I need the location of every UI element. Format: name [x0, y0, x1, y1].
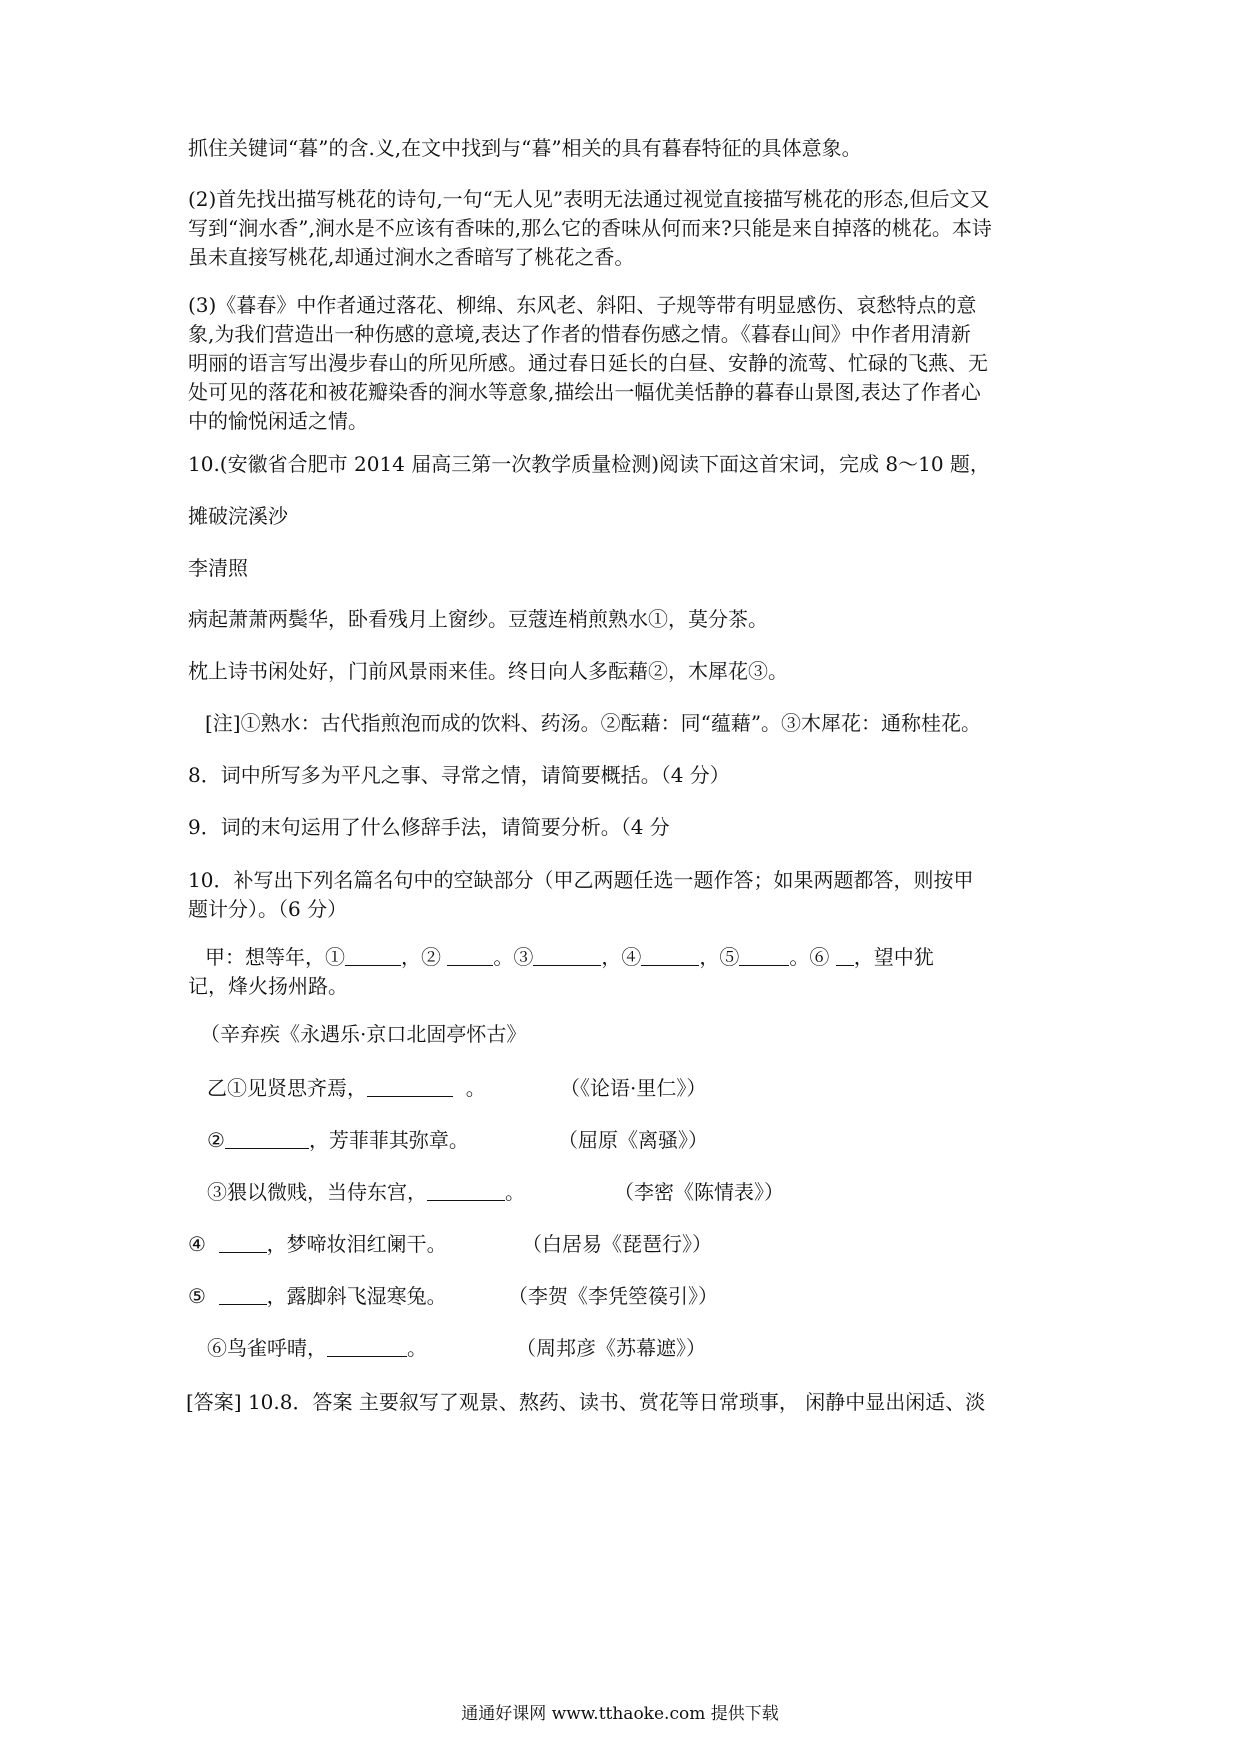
punct: 。 [789, 945, 810, 969]
text-line: 题计分）。（6 分） [188, 897, 348, 921]
poem-note: [注]①熟水：古代指煎泡而成的饮料、药汤。②酝藉：同“蕴藉”。③木犀花：通称桂花。 [205, 711, 982, 735]
fill-blank[interactable] [427, 1182, 505, 1201]
item-text: 。 [465, 1076, 486, 1100]
answer-start: [答案] 10.8．答案 主要叙写了观景、熬药、读书、赏花等日常琐事， 闲静中显出闲适、淡 [186, 1390, 986, 1414]
item-text: ④ [188, 1232, 213, 1256]
punct: ， [699, 945, 720, 969]
yi-source-2: （屈原《离骚》） [558, 1128, 708, 1152]
item-text: 乙①见贤思齐焉， [207, 1076, 367, 1100]
item-text: ，梦啼妆泪红阑干。 [266, 1232, 447, 1256]
text-line: 中的愉悦闲适之情。 [188, 409, 368, 433]
item-text: 。 [505, 1180, 525, 1204]
answer-2-paragraph [188, 185, 1058, 272]
item-text: ③猥以微贱，当侍东宫， [207, 1180, 427, 1204]
fill-blank[interactable] [345, 947, 401, 966]
text-line: 写到“涧水香”,涧水是不应该有香味的,那么它的香味从何而来?只能是来自掉落的桃花。本诗 [188, 216, 992, 240]
text-line: (3)《暮春》中作者通过落花、柳绵、东风老、斜阳、子规等带有明显感伤、哀愁特点的意 [188, 293, 977, 317]
fill-blank[interactable] [533, 947, 601, 966]
text-line: 象,为我们营造出一种伤感的意境,表达了作者的惜春伤感之情。《暮春山间》中作者用清新 [188, 322, 971, 346]
yi-item-5 [188, 1282, 447, 1311]
yi-item-3 [207, 1178, 525, 1207]
yi-source-5: （李贺《李凭箜篌引》） [508, 1284, 718, 1308]
fill-blank[interactable] [219, 1234, 267, 1253]
answer-3-paragraph [188, 291, 1058, 436]
jia-source: （辛弃疾《永遇乐·京口北固亭怀古》 [200, 1022, 527, 1046]
item-text: ⑤ [188, 1284, 213, 1308]
punct: 。 [493, 945, 514, 969]
text-line: 10．补写出下列名篇名句中的空缺部分（甲乙两题任选一题作答；如果两题都答，则按甲 [188, 868, 974, 892]
yi-item-6 [207, 1334, 427, 1363]
poem-title: 摊破浣溪沙 [188, 504, 288, 528]
circle-mark: ① [325, 945, 345, 969]
question-8: 8．词中所写多为平凡之事、寻常之情，请简要概括。（4 分） [188, 763, 730, 787]
intro-line: 抓住关键词“暮”的含.义,在文中找到与“暮”相关的具有暮春特征的具体意象。 [188, 136, 862, 160]
text-line: 明丽的语言写出漫步春山的所见所感。通过春日延长的白昼、安静的流莺、忙碌的飞燕、无 [188, 351, 988, 375]
question-10-header: 10.(安徽省合肥市 2014 届高三第一次教学质量检测)阅读下面这首宋词，完成 8～10 题， [188, 452, 990, 476]
punct: ， [601, 945, 622, 969]
jia-line-1 [205, 943, 934, 972]
question-9: 9．词的末句运用了什么修辞手法，请简要分析。（4 分 [188, 815, 670, 839]
item-text: ⑥鸟雀呼晴， [207, 1336, 327, 1360]
yi-item-4 [188, 1230, 447, 1259]
fill-blank[interactable] [327, 1338, 407, 1357]
yi-source-1: （《论语·里仁》） [560, 1076, 707, 1100]
poem-author: 李清照 [188, 556, 248, 580]
yi-source-3: （李密《陈情表》） [614, 1180, 784, 1204]
poem-line-2: 枕上诗书闲处好，门前风景雨来佳。终日向人多酝藉②，木犀花③。 [188, 659, 788, 683]
circle-mark: ② [421, 945, 441, 969]
page-footer: 通通好课网 www.tthaoke.com 提供下载 [461, 1704, 779, 1724]
circle-mark: ④ [621, 945, 642, 969]
fill-blank[interactable] [836, 947, 854, 966]
item-text: ，露脚斜飞湿寒兔。 [266, 1284, 447, 1308]
jia-prefix: 甲：想等年， [205, 945, 325, 969]
jia-tail: ，望中犹 [853, 945, 934, 969]
circle-mark: ⑤ [719, 945, 740, 969]
text-line: 处可见的落花和被花瓣染香的涧水等意象,描绘出一幅优美恬静的暮春山景图,表达了作者心 [188, 380, 981, 404]
fill-blank[interactable] [641, 947, 699, 966]
fill-blank[interactable] [219, 1286, 267, 1305]
jia-line-2: 记，烽火扬州路。 [188, 974, 348, 998]
yi-source-6: （周邦彦《苏幕遮》） [516, 1336, 706, 1360]
yi-item-1 [207, 1074, 486, 1103]
poem-line-1: 病起萧萧两鬓华，卧看残月上窗纱。豆蔻连梢煎熟水①，莫分茶。 [188, 607, 768, 631]
punct: ， [401, 945, 421, 969]
text-line: 虽未直接写桃花,却通过涧水之香暗写了桃花之香。 [188, 245, 635, 269]
circle-mark: ③ [513, 945, 534, 969]
fill-blank[interactable] [739, 947, 789, 966]
yi-source-4: （白居易《琵琶行》） [522, 1232, 712, 1256]
fill-blank[interactable] [447, 947, 493, 966]
circle-mark: ⑥ [809, 945, 830, 969]
fill-blank[interactable] [225, 1130, 309, 1149]
text-line: (2)首先找出描写桃花的诗句,一句“无人见”表明无法通过视觉直接描写桃花的形态,但后文又 [188, 187, 990, 211]
item-text: ② [207, 1128, 225, 1152]
fill-blank[interactable] [367, 1078, 453, 1097]
question-10 [188, 866, 1058, 924]
yi-item-2 [207, 1126, 469, 1155]
item-text: 。 [407, 1336, 427, 1360]
item-text: ，芳菲菲其弥章。 [308, 1128, 469, 1152]
